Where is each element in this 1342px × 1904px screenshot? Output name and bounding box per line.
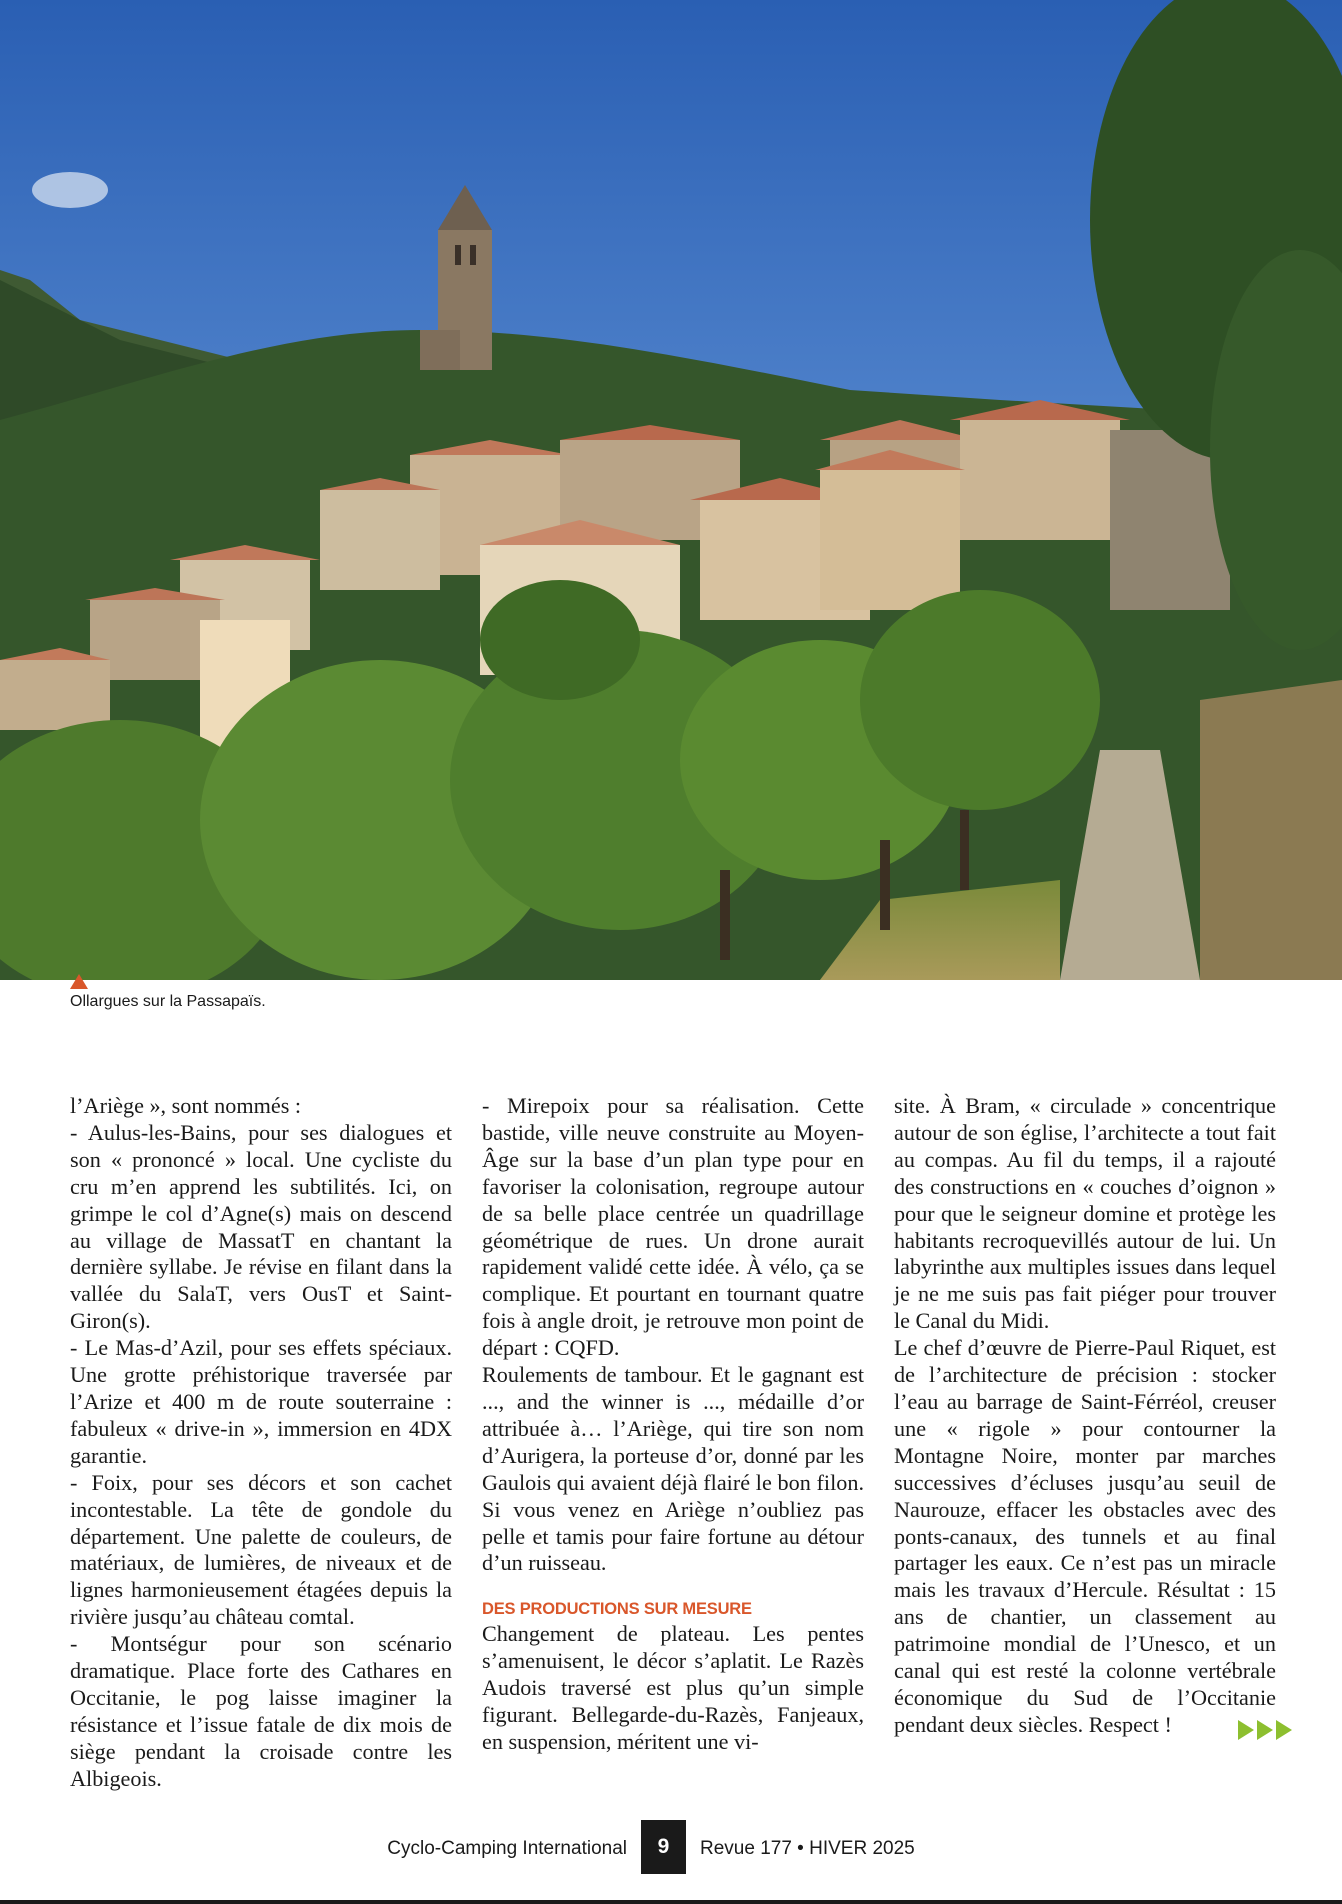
paragraph: Roulements de tambour. Et le gagnant est ..., and the winner is ..., médaille d’or attribuée à… l’Ariège, qui tire son nom d’Aurigera, la porteuse d’or, donné par les Gaulois qui avaient déjà flairé le bon filon. Si vous venez en Ariège n’oubliez pas pelle et tamis pour faire fortune au détour d’un ruisseau. [482,1362,864,1576]
paragraph: Le chef d’œuvre de Pierre-Paul Riquet, est de l’architecture de précision : stocker l’eau au barrage de Saint-Férréol, creuser une « rigole » pour contourner la Montagne Noire, monter par marches successives d’écluses jusqu’au seuil de Naurouze, effacer les obstacles avec des ponts-canaux, des tunnels et au final partager les eaux. Ce n’est pas un miracle mais les travaux d’Hercule. Résultat : 15 ans de chantier, un classement au patrimoine mondial de l’Unesco, et un canal qui est resté la colonne vertébrale économique du Sud de l’Occitanie pendant deux siècles. Respect ! [894,1335,1276,1737]
text-column-2 [482,1093,864,1756]
page-number: 9 [641,1820,686,1874]
paragraph: - Le Mas-d’Azil, pour ses effets spéciaux. Une grotte préhistorique traversée par l’Arize et 400 m de route souterraine : fabuleux « drive-in », immersion en 4DX garantie. [70,1335,452,1468]
paragraph: - Mirepoix pour sa réalisation. Cette bastide, ville neuve construite au Moyen-Âge sur la base d’un plan type pour en favoriser la colonisation, regroupe autour de sa belle place centrée un quadrillage géométrique de rues. Un drone aurait rapidement validé cette idée. À vélo, ça se complique. Et pourtant en tournant quatre fois à angle droit, je retrouve mon point de départ : CQFD. [482,1093,864,1361]
text-column-1 [70,1093,452,1793]
continue-arrows-icon [1238,1720,1292,1740]
caption-marker-icon [70,974,88,989]
bottom-rule [0,1900,1342,1904]
section-subheading: DES PRODUCTIONS SUR MESURE [482,1600,752,1619]
issue-info: Revue 177 • HIVER 2025 [700,1838,915,1859]
paragraph: - Foix, pour ses décors et son cachet incontestable. La tête de gondole du département. Une palette de couleurs, de matériaux, de lumières, de niveaux et de lignes harmonieusement étagées depuis la rivière jusqu’au château comtal. [70,1469,452,1630]
arrow-icon [1276,1720,1292,1740]
page-footer [0,1820,1342,1874]
arrow-icon [1238,1720,1254,1740]
photo-caption: Ollargues sur la Passapaïs. [70,993,266,1010]
paragraph: - Aulus-les-Bains, pour ses dialogues et son « prononcé » local. Une cycliste du cru m’en apprend les subtilités. Ici, on grimpe le col d’Agne(s) mais on descend au village de MassatT en chantant la dernière syllabe. Je révise en filant dans la vallée du SalaT, vers OusT et Saint-Giron(s). [70,1119,452,1334]
paragraph: Changement de plateau. Les pentes s’amenuisent, le décor s’aplatit. Le Razès Audois traversé est plus qu’un simple figurant. Bellegarde-du-Razès, Fanjeaux, en suspension, méritent une vi- [482,1621,864,1754]
paragraph: l’Ariège », sont nommés : [70,1093,302,1118]
text-column-3 [894,1093,1276,1739]
paragraph: - Montségur pour son scénario dramatique. Place forte des Cathares en Occitanie, le pog laisse imaginer la résistance et l’issue fatale de dix mois de siège pendant la croisade contre les Albigeois. [70,1631,452,1791]
paragraph: site. À Bram, « circulade » concentrique autour de son église, l’architecte a tout fait au compas. Au fil du temps, il a rajouté des constructions en « couches d’oignon » pour que le seigneur domine et protège les habitants recroquevillés autour de lui. Un labyrinthe aux multiples issues dans lequel je ne me suis pas fait piéger pour trouver le Canal du Midi. [894,1093,1276,1334]
arrow-icon [1257,1720,1273,1740]
magazine-name: Cyclo-Camping International [387,1838,627,1859]
